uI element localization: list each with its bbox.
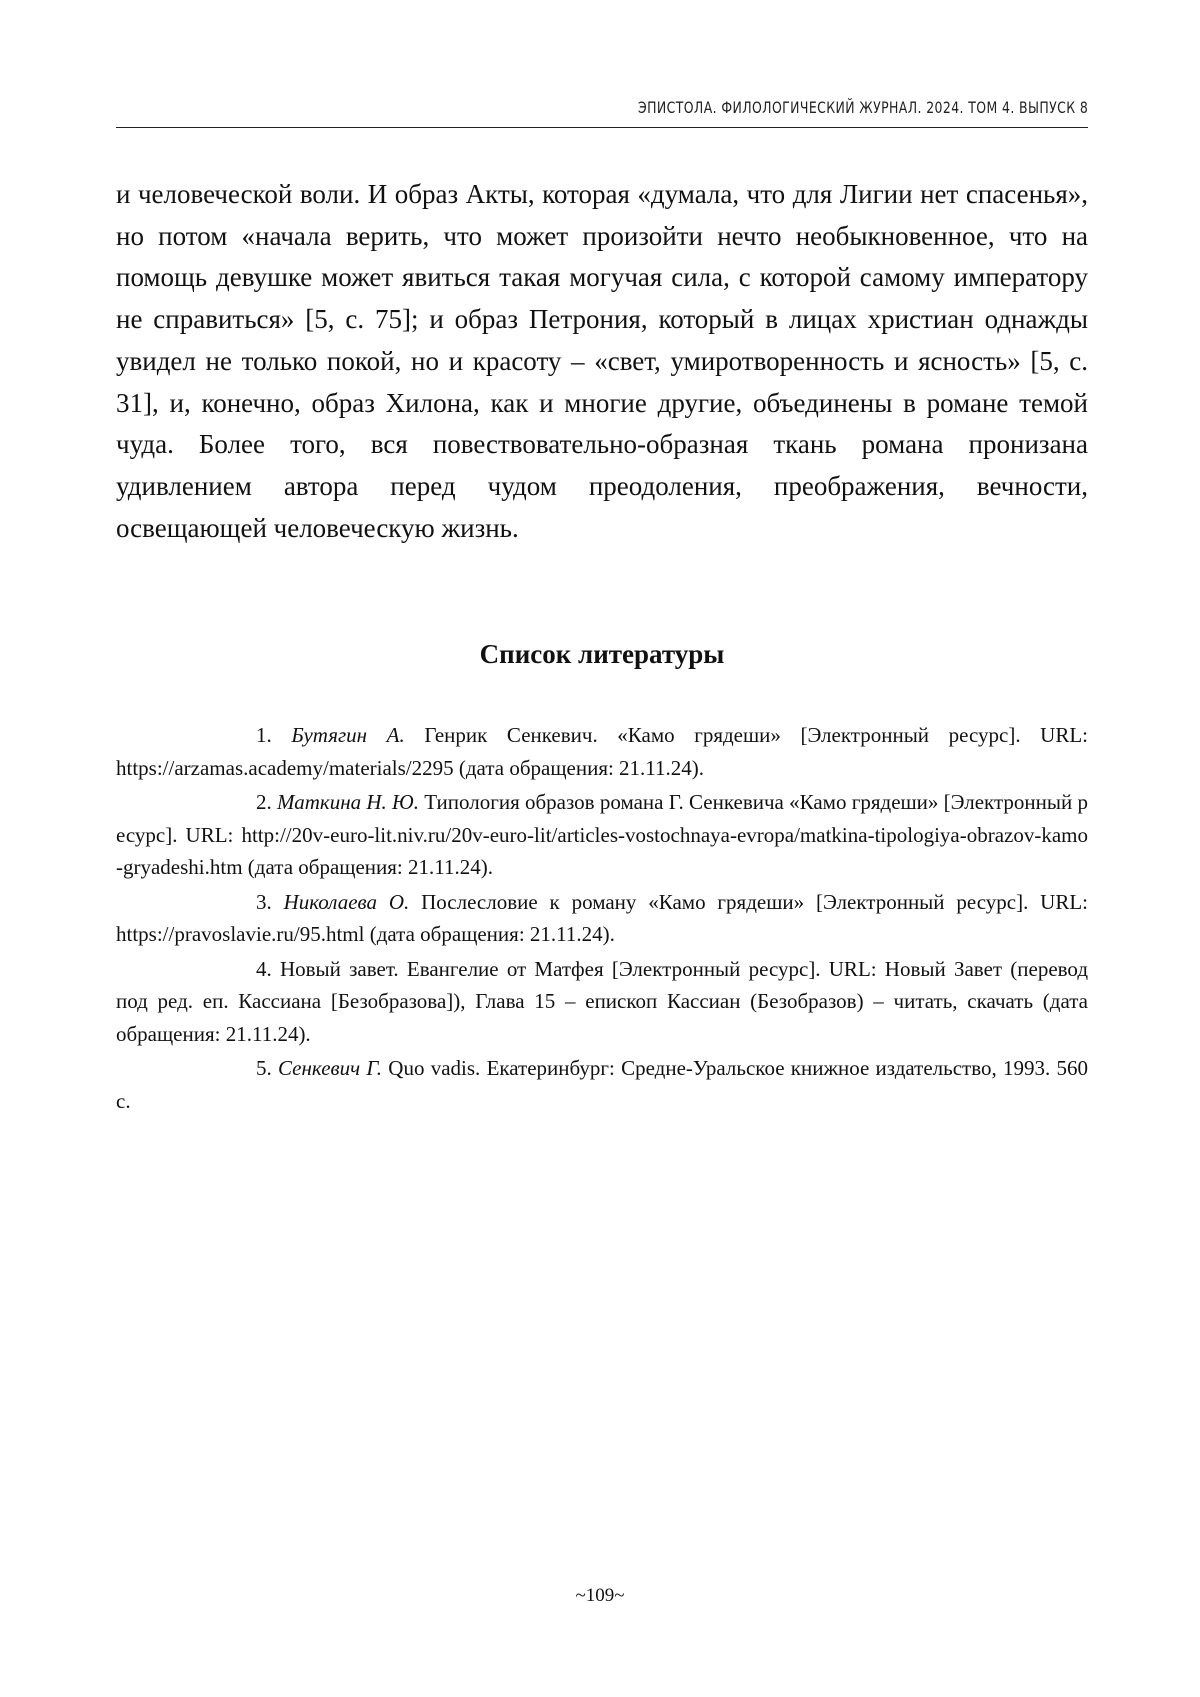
body-paragraph: и человеческой воли. И образ Акты, которая «думала, что для Лигии нет спасенья», но потом «начала верить, что может произойти нечто необыкновенное, что на помощь девушке может явиться такая могучая сила, с которой самому императору не справиться» [5, с. 75]; и образ Петрония, который в лицах христиан однажды увидел не только покой, но и красоту – «свет, умиротворенность и ясность» [5, с. 31], и, конечно, образ Хилона, как и многие другие, объединены в романе темой чуда. Более того, вся повествовательно-образная ткань романа пронизана удивлением автора перед чудом преодоления, преображения, вечности, освещающей человеческую жизнь.: [116, 179, 1088, 543]
reference-number: 5.: [256, 1056, 272, 1080]
header-divider: [116, 127, 1088, 128]
reference-author: Маткина Н. Ю.: [277, 790, 419, 814]
reference-author: Бутягин А.: [291, 723, 405, 747]
reference-number: 3.: [256, 889, 272, 914]
reference-number: 4.: [256, 956, 272, 981]
reference-item: [116, 886, 1088, 951]
reference-item: [116, 1052, 1088, 1117]
reference-author: Николаева О.: [283, 889, 410, 914]
page-number: ~109~: [575, 1585, 625, 1606]
references-list: [116, 719, 1088, 1119]
references-heading: Список литературы: [479, 639, 725, 669]
reference-text: Новый завет. Евангелие от Матфея [Электронный ресурс]. URL: Новый Завет (перевод под ред. еп. Кассиана [Безобразова]), Глава 15 – епископ Кассиан (Безобразов) – читать, скачать (дата обращения: 21.11.24).: [116, 956, 1089, 1046]
reference-number: 1.: [256, 723, 272, 747]
reference-author: Сенкевич Г.: [278, 1056, 383, 1080]
reference-text: Генрик Сенкевич. «Камо грядеши» [Электронный ресурс]. URL: https://arzamas.academy/materials/2295 (дата обращения: 21.11.24).: [116, 723, 1088, 780]
reference-item: [116, 719, 1088, 784]
reference-text: Типология образов романа Г. Сенкевича «Камо грядеши» [Электронный ресурс]. URL: http://20v-euro-lit.niv.ru/20v-euro-lit/articles-vostochnaya-evropa/matkina-tipologiya-obrazov-kamo-gryadeshi.htm (дата обращения: 21.11.24).: [116, 790, 1089, 879]
reference-item: [116, 786, 1088, 884]
reference-text: Quo vadis. Екатеринбург: Средне-Уральское книжное издательство, 1993. 560 с.: [116, 1056, 1089, 1113]
reference-number: 2.: [256, 790, 272, 814]
reference-item: [116, 953, 1088, 1051]
reference-text: Послесловие к роману «Камо грядеши» [Электронный ресурс]. URL: https://pravoslavie.ru/95.html (дата обращения: 21.11.24).: [116, 889, 1089, 946]
running-header: ЭПИСТОЛА. ФИЛОЛОГИЧЕСКИЙ ЖУРНАЛ. 2024. ТОМ 4. ВЫПУСК 8: [637, 98, 1088, 117]
